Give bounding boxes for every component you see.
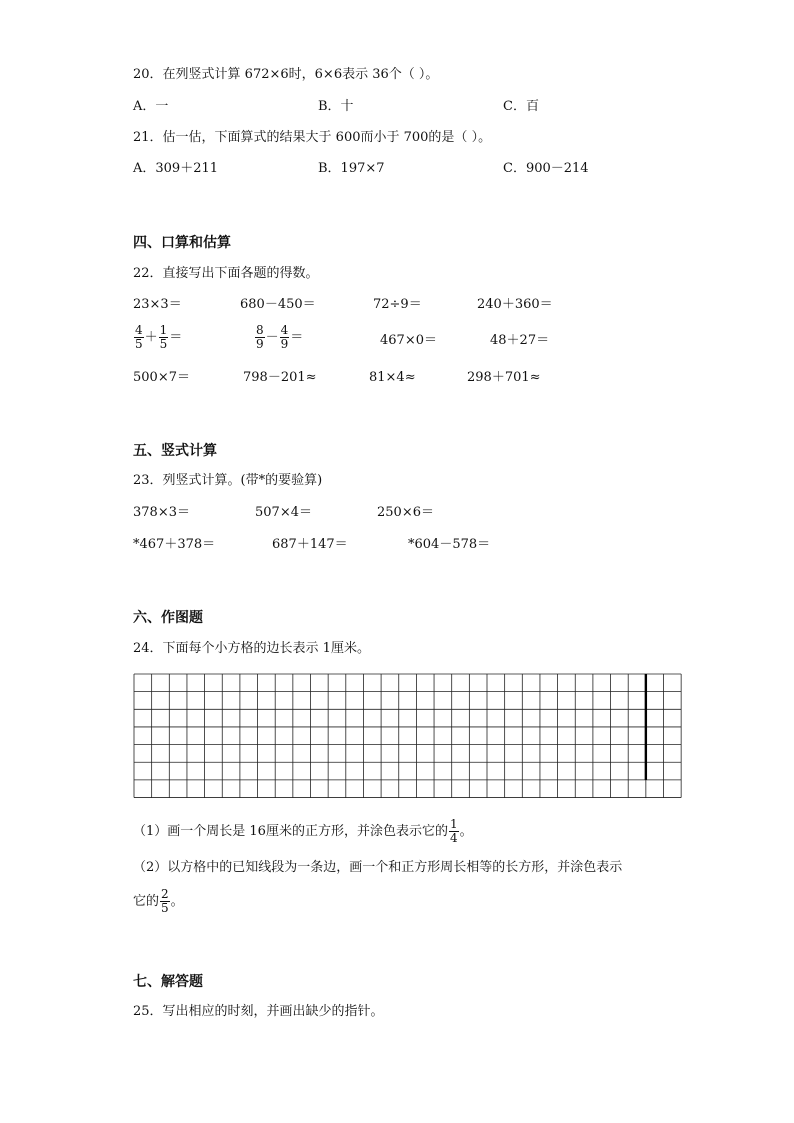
q21-option-a: A．309＋211 <box>133 161 219 176</box>
fraction: $\frac{4}{9}$ <box>280 323 289 351</box>
q22-fraction-item <box>133 324 182 351</box>
q23-stem: 23．列竖式计算。(带*的要验算) <box>133 473 323 488</box>
section4-title: 四、口算和估算 <box>133 235 231 251</box>
q22-item: 81×4≈ <box>369 370 416 385</box>
equals: ＝ <box>290 330 304 345</box>
q21-option-c: C．900－214 <box>503 161 589 176</box>
fraction: $\frac{1}{4}$ <box>449 817 458 845</box>
q22-item: 298＋701≈ <box>467 370 541 385</box>
operator: ＋ <box>144 330 158 345</box>
q23-item: 378×3＝ <box>133 505 190 520</box>
q20-option-a: A．一 <box>133 99 169 114</box>
section5-title: 五、竖式计算 <box>133 443 217 459</box>
q24-sub2-line2 <box>133 888 184 915</box>
q22-item: 23×3＝ <box>133 297 182 312</box>
q22-item: 798－201≈ <box>243 370 317 385</box>
section7-title: 七、解答题 <box>133 974 203 990</box>
q22-item: 48＋27＝ <box>490 333 550 348</box>
fraction: $\frac{2}{5}$ <box>161 887 169 915</box>
period: 。 <box>459 824 473 839</box>
q22-item: 72÷9＝ <box>373 297 422 312</box>
period: 。 <box>170 894 184 909</box>
q23-item: *467＋378＝ <box>133 537 216 552</box>
q20-option-b: B．十 <box>318 99 354 114</box>
q24-sub1 <box>133 818 473 845</box>
q22-item: 500×7＝ <box>133 370 190 385</box>
q21-option-b: B．197×7 <box>318 161 385 176</box>
q22-item: 240＋360＝ <box>477 297 553 312</box>
q23-item: 250×6＝ <box>377 505 434 520</box>
q24-sub2-line1: （2）以方格中的已知线段为一条边，画一个和正方形周长相等的长方形，并涂色表示 <box>133 860 623 875</box>
q22-stem: 22．直接写出下面各题的得数。 <box>133 266 319 281</box>
q24-sub1-text: （1）画一个周长是 16厘米的正方形，并涂色表示它的 <box>133 824 448 839</box>
fraction: $\frac{1}{5}$ <box>159 323 168 351</box>
q23-item: 507×4＝ <box>255 505 312 520</box>
fraction: $\frac{8}{9}$ <box>256 323 264 351</box>
q24-sub2-text: 它的 <box>133 894 160 909</box>
q20-stem: 20．在列竖式计算 672×6时，6×6表示 36个（ ）。 <box>133 67 439 82</box>
equals: ＝ <box>169 330 183 345</box>
operator: － <box>265 330 279 345</box>
q22-item: 467×0＝ <box>380 333 437 348</box>
q21-stem: 21．估一估，下面算式的结果大于 600而小于 700的是（ ）。 <box>133 130 492 145</box>
q22-item: 680－450＝ <box>240 297 316 312</box>
q22-fraction-item <box>254 324 303 351</box>
square-grid[interactable] <box>133 673 683 800</box>
q20-option-c: C．百 <box>503 99 539 114</box>
q23-item: 687＋147＝ <box>272 537 348 552</box>
q23-item: *604－578＝ <box>408 537 491 552</box>
fraction: $\frac{4}{5}$ <box>135 323 143 351</box>
q25-stem: 25．写出相应的时刻，并画出缺少的指针。 <box>133 1004 384 1019</box>
section6-title: 六、作图题 <box>133 610 203 626</box>
q24-stem: 24．下面每个小方格的边长表示 1厘米。 <box>133 641 370 656</box>
